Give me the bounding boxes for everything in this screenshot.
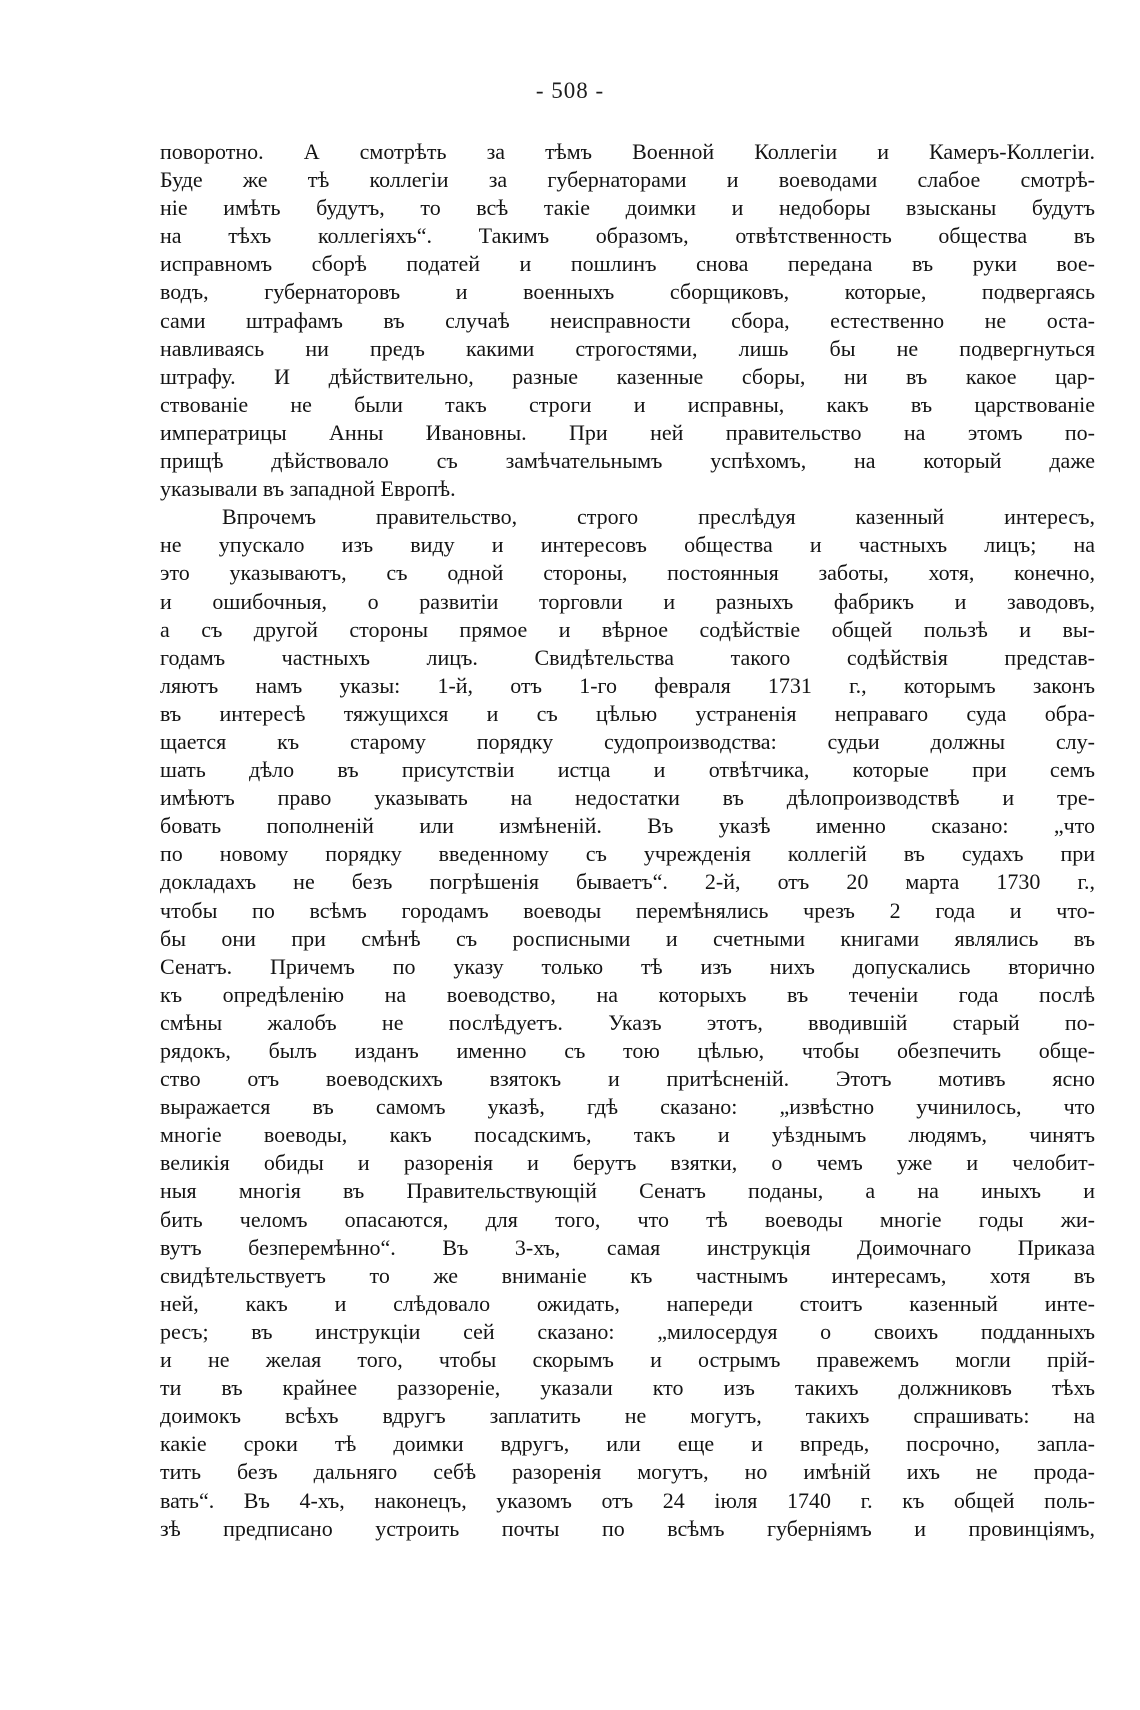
text-line: зѣ предписано устроить почты по всѣмъ губерніямъ и провинціямъ, bbox=[160, 1515, 1095, 1541]
paragraph-start-line: Впрочемъ правительство, строго преслѣдуя казенный интересъ, bbox=[222, 504, 1095, 530]
text-line: шать дѣло въ присутствіи истца и отвѣтчика, которые при семъ bbox=[160, 757, 1095, 783]
text-line: выражается въ самомъ указѣ, гдѣ сказано: „извѣстно учинилось, что bbox=[160, 1094, 1095, 1120]
text-line: ствованіе не были такъ строги и исправны, какъ въ царствованіе bbox=[160, 391, 1095, 417]
text-line: ресъ; въ инструкціи сей сказано: „милосердуя о своихъ подданныхъ bbox=[160, 1318, 1095, 1344]
text-line: бы они при смѣнѣ съ росписными и счетными книгами являлись въ bbox=[160, 925, 1095, 951]
text-line: водъ, губернаторовъ и военныхъ сборщиковъ, которые, подвергаясь bbox=[160, 279, 1095, 305]
text-line: Сенатъ. Причемъ по указу только тѣ изъ нихъ допускались вторично bbox=[160, 953, 1095, 979]
text-line: прищѣ дѣйствовало съ замѣчательнымъ успѣхомъ, на который даже bbox=[160, 448, 1095, 474]
text-line: вутъ безперемѣнно“. Въ 3-хъ, самая инструкція Доимочнаго Приказа bbox=[160, 1234, 1095, 1260]
text-line: и ошибочныя, о развитіи торговли и разныхъ фабрикъ и заводовъ, bbox=[160, 588, 1095, 614]
text-line: щается къ старому порядку судопроизводства: судьи должны слу- bbox=[160, 728, 1095, 754]
text-line: ныя многія въ Правительствующій Сенатъ поданы, а на иныхъ и bbox=[160, 1178, 1095, 1204]
text-line: чтобы по всѣмъ городамъ воеводы перемѣнялись чрезъ 2 года и что- bbox=[160, 897, 1095, 923]
text-line: это указываютъ, съ одной стороны, постоянныя заботы, хотя, конечно, bbox=[160, 560, 1095, 586]
text-line: къ опредѣленію на воеводство, на которыхъ въ теченіи года послѣ bbox=[160, 981, 1095, 1007]
text-line: докладахъ не безъ погрѣшенія бываетъ“. 2-й, отъ 20 марта 1730 г., bbox=[160, 869, 1095, 895]
text-line: бить челомъ опасаются, для того, что тѣ воеводы многіе годы жи- bbox=[160, 1206, 1095, 1232]
text-line: на тѣхъ коллегіяхъ“. Такимъ образомъ, отвѣтственность общества въ bbox=[160, 223, 1095, 249]
text-line: годамъ частныхъ лицъ. Свидѣтельства такого содѣйствія представ- bbox=[160, 644, 1095, 670]
text-line: многіе воеводы, какъ посадскимъ, такъ и уѣзднымъ людямъ, чинятъ bbox=[160, 1122, 1095, 1148]
text-line: императрицы Анны Ивановны. При ней правительство на этомъ по- bbox=[160, 419, 1095, 445]
text-line: доимокъ всѣхъ вдругъ заплатить не могутъ, такихъ спрашивать: на bbox=[160, 1403, 1095, 1429]
text-line: и не желая того, чтобы скорымъ и острымъ правежемъ могли прій- bbox=[160, 1347, 1095, 1373]
text-line: поворотно. А смотрѣть за тѣмъ Военной Коллегіи и Камеръ-Коллегіи. bbox=[160, 139, 1095, 164]
page-number: - 508 - bbox=[535, 78, 605, 103]
text-line: свидѣтельствуетъ то же вниманіе къ частнымъ интересамъ, хотя въ bbox=[160, 1262, 1095, 1288]
text-line: смѣны жалобъ не послѣдуетъ. Указъ этотъ, вводившій старый по- bbox=[160, 1009, 1095, 1035]
text-line: ляютъ намъ указы: 1-й, отъ 1-го февраля 1731 г., которымъ законъ bbox=[160, 672, 1095, 698]
text-line: а съ другой стороны прямое и вѣрное содѣйствіе общей пользѣ и вы- bbox=[160, 616, 1095, 642]
text-line: сами штрафамъ въ случаѣ неисправности сбора, естественно не оста- bbox=[160, 307, 1095, 333]
text-line: Буде же тѣ коллегіи за губернаторами и воеводами слабое смотрѣ- bbox=[160, 167, 1095, 193]
text-line: ти въ крайнее раззореніе, указали кто изъ такихъ должниковъ тѣхъ bbox=[160, 1375, 1095, 1401]
text-line: исправномъ сборѣ податей и пошлинъ снова передана въ руки вое- bbox=[160, 251, 1095, 277]
text-line: не упускало изъ виду и интересовъ общества и частныхъ лицъ; на bbox=[160, 532, 1095, 558]
text-line: имѣютъ право указывать на недостатки въ дѣлопроизводствѣ и тре- bbox=[160, 785, 1095, 811]
paragraph-end-line: указывали въ западной Европѣ. bbox=[160, 476, 456, 502]
text-line: по новому порядку введенному съ учрежденія коллегій въ судахъ при bbox=[160, 841, 1095, 867]
text-line: штрафу. И дѣйствительно, разные казенные сборы, ни въ какое цар- bbox=[160, 363, 1095, 389]
text-line: великія обиды и разоренія и берутъ взятки, о чемъ уже и челобит- bbox=[160, 1150, 1095, 1176]
text-line: вать“. Въ 4-хъ, наконецъ, указомъ отъ 24 іюля 1740 г. къ общей поль- bbox=[160, 1487, 1095, 1513]
body-text bbox=[160, 138, 1095, 1543]
text-line: ней, какъ и слѣдовало ожидать, напереди стоитъ казенный инте- bbox=[160, 1290, 1095, 1316]
text-line: тить безъ дальняго себѣ разоренія могутъ, но имѣній ихъ не прода- bbox=[160, 1459, 1095, 1485]
text-line: рядокъ, былъ изданъ именно съ тою цѣлью, чтобы обезпечить обще- bbox=[160, 1038, 1095, 1063]
text-line: бовать пополненій или измѣненій. Въ указѣ именно сказано: „что bbox=[160, 813, 1095, 839]
text-line: ство отъ воеводскихъ взятокъ и притѣсненій. Этотъ мотивъ ясно bbox=[160, 1066, 1095, 1092]
text-line: какіе сроки тѣ доимки вдругъ, или еще и впредь, посрочно, запла- bbox=[160, 1431, 1095, 1457]
text-line: въ интересѣ тяжущихся и съ цѣлью устраненія неправаго суда обра- bbox=[160, 700, 1095, 726]
text-line: навливаясь ни предъ какими строгостями, лишь бы не подвергнуться bbox=[160, 335, 1095, 361]
text-line: ніе имѣть будутъ, то всѣ такіе доимки и недоборы взысканы будутъ bbox=[160, 195, 1095, 221]
